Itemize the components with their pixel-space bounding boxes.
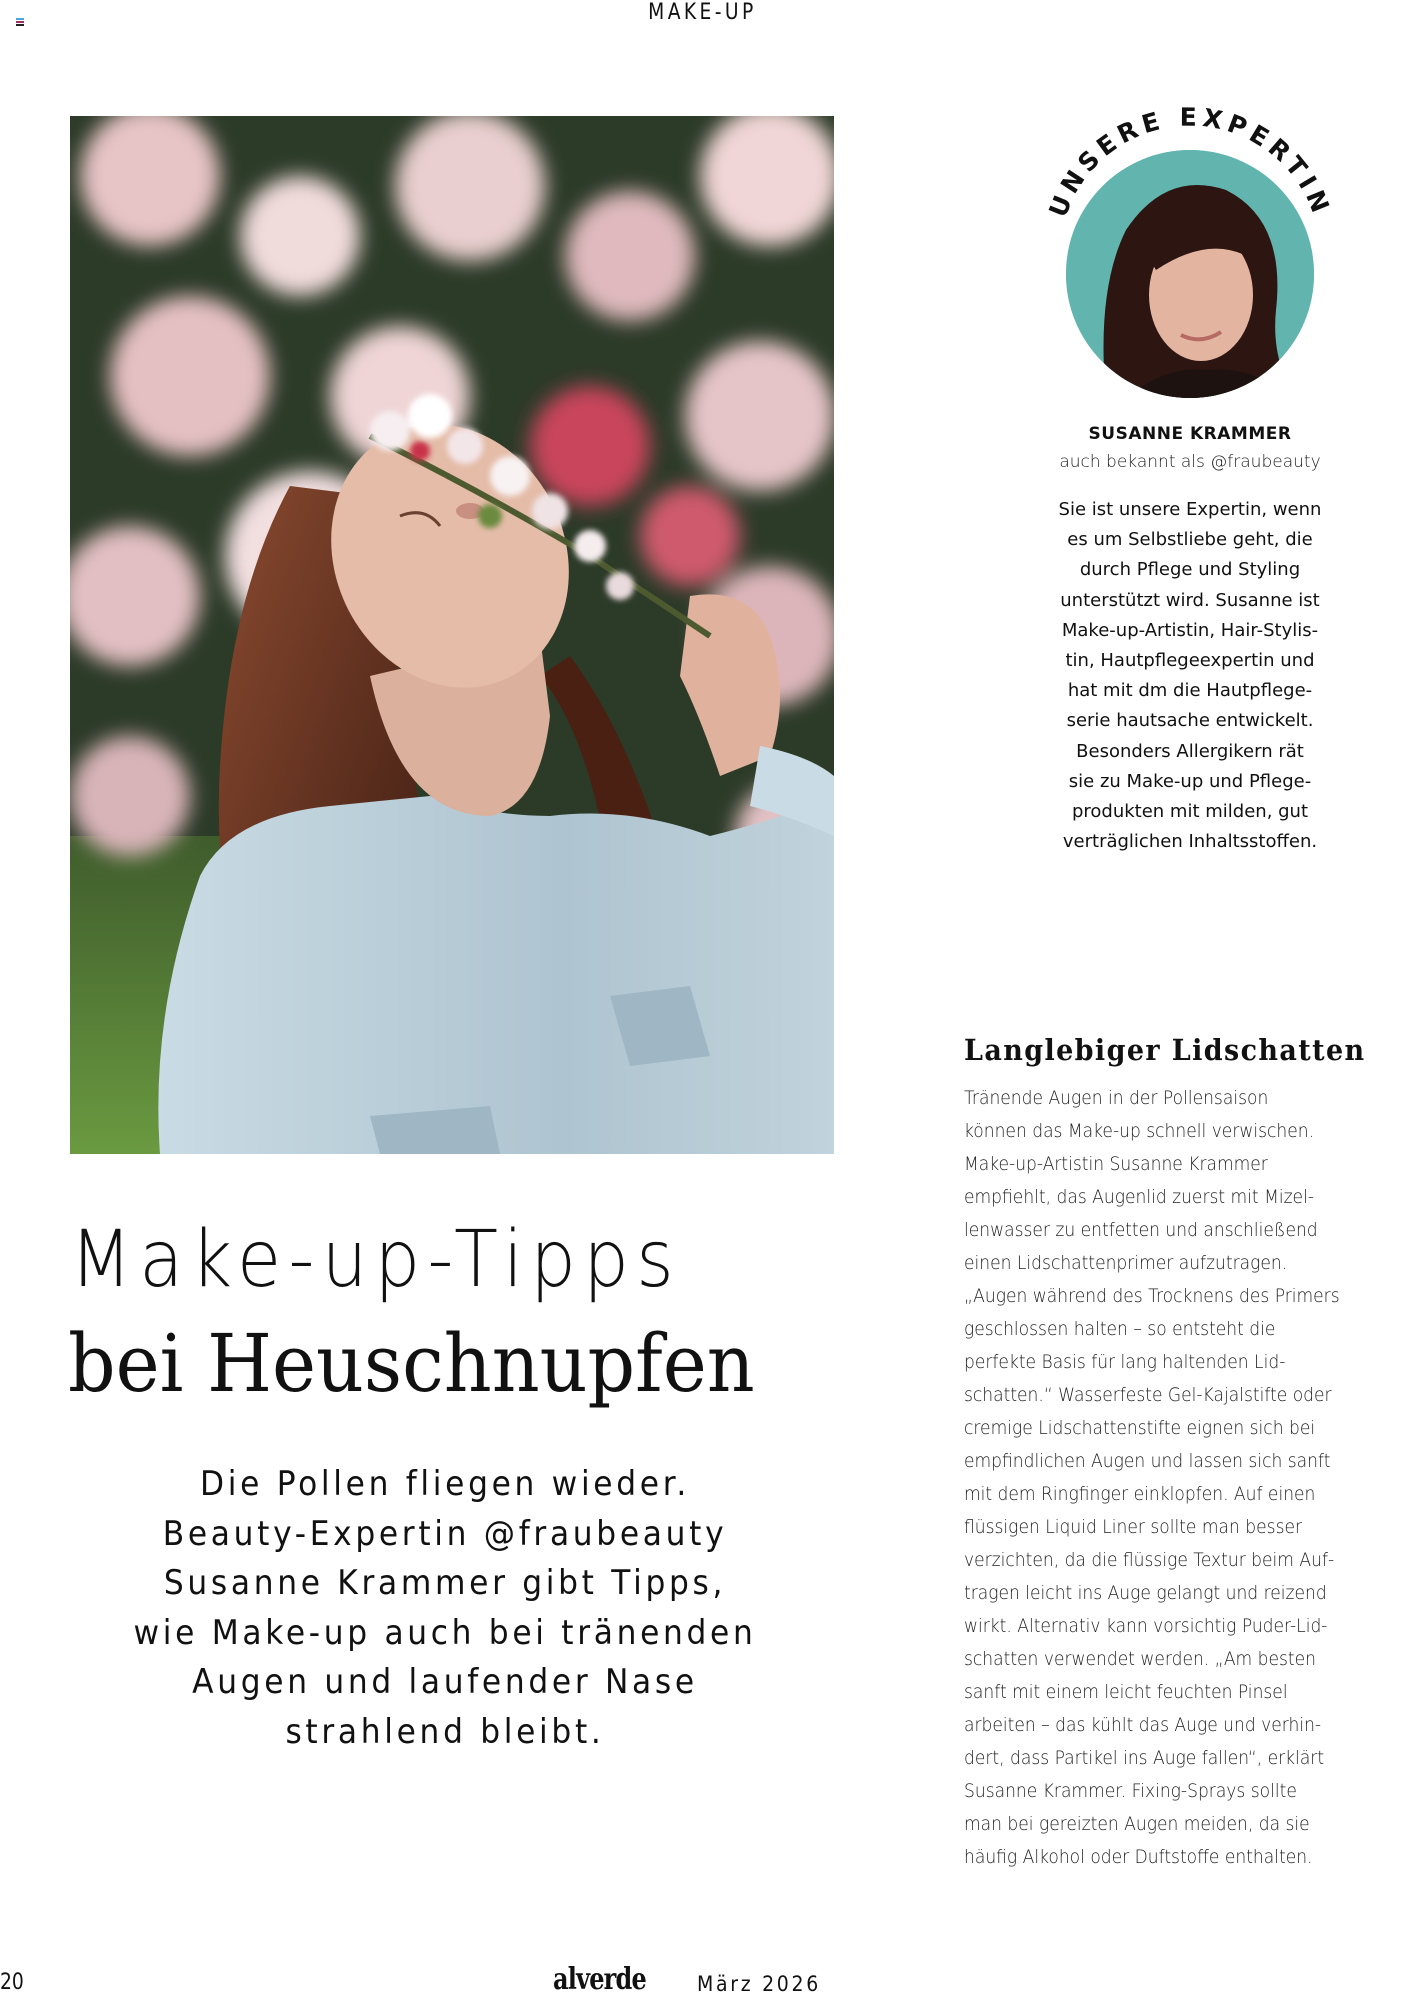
article-line: „Augen während des Trocknens des Primers <box>964 1285 1340 1307</box>
lead-paragraph <box>60 1460 830 1757</box>
lead-line: Augen und laufender Nase <box>192 1662 698 1702</box>
article-line: tragen leicht ins Auge gelangt und reizend <box>964 1582 1327 1604</box>
article-line: empfiehlt, das Augenlid zuerst mit Mizel- <box>964 1186 1315 1208</box>
lead-line: Beauty-Expertin @fraubeauty <box>162 1513 728 1554</box>
article-line: einen Lidschattenprimer aufzutragen. <box>964 1252 1288 1274</box>
expert-bio-line: verträglichen Inhaltsstoffen. <box>1062 831 1318 853</box>
lead-line: strahlend bleibt. <box>285 1711 605 1752</box>
article-body <box>964 1082 1404 1874</box>
article-line: geschlossen halten – so entsteht die <box>964 1318 1276 1340</box>
article-line: cremige Lidschattenstifte eignen sich bei <box>964 1417 1316 1439</box>
expert-bio-line: es um Selbstliebe geht, die <box>1067 529 1313 551</box>
headline-line-1: Make-up-Tipps <box>70 1215 682 1305</box>
article-line: mit dem Ringfinger einklopfen. Auf einen <box>964 1483 1316 1505</box>
article-line: man bei gereizten Augen meiden, da sie <box>964 1813 1310 1835</box>
issue-date: März 2026 <box>697 1972 821 1996</box>
article-line: perfekte Basis für lang haltenden Lid- <box>964 1351 1286 1373</box>
expert-avatar-image <box>1066 150 1314 398</box>
brand-logo: alverde <box>553 1962 646 1997</box>
article-line: dert, dass Partikel ins Auge fallen“, erklärt <box>964 1747 1325 1769</box>
expert-bio-line: produkten mit milden, gut <box>1071 801 1309 823</box>
expert-portrait <box>1066 150 1314 398</box>
expert-bio-line: hat mit dm die Hautpflege- <box>1067 680 1313 702</box>
expert-badge-label: UNSERE EXPERTIN <box>1043 105 1337 222</box>
article-title: Langlebiger Lidschatten <box>964 1033 1366 1067</box>
hero-photo <box>70 116 834 1154</box>
expert-bio-line: Make-up-Artistin, Hair-Stylis- <box>1061 619 1319 641</box>
expert-handle: auch bekannt als @fraubeauty <box>1059 452 1321 472</box>
expert-bio <box>1020 495 1360 857</box>
headline-line-2: bei Heuschnupfen <box>68 1317 755 1410</box>
expert-bio-line: sie zu Make-up und Pflege- <box>1068 770 1312 792</box>
section-header: MAKE-UP <box>648 0 757 25</box>
expert-bio-line: tin, Hautpflegeexpertin und <box>1065 650 1315 672</box>
article-line: häufig Alkohol oder Duftstoffe enthalten. <box>964 1846 1313 1868</box>
article-line: Make-up-Artistin Susanne Krammer <box>964 1153 1268 1175</box>
expert-bio-line: serie hautsache entwickelt. <box>1066 710 1314 732</box>
article-line: wirkt. Alternativ kann vorsichtig Puder-Lid- <box>964 1615 1328 1637</box>
article-line: empfindlichen Augen und lassen sich sanft <box>964 1450 1331 1472</box>
expert-bio-line: unterstützt wird. Susanne ist <box>1060 589 1320 611</box>
print-color-mark <box>16 18 24 27</box>
article-line: Susanne Krammer. Fixing-Sprays sollte <box>964 1780 1297 1802</box>
expert-bio-line: Besonders Allergikern rät <box>1076 740 1304 762</box>
article-line: lenwasser zu entfetten und anschließend <box>964 1219 1318 1241</box>
article-line: flüssigen Liquid Liner sollte man besser <box>964 1516 1303 1538</box>
lead-line: Susanne Krammer gibt Tipps, <box>163 1563 727 1603</box>
expert-bio-line: Sie ist unsere Expertin, wenn <box>1058 499 1322 520</box>
article-line: können das Make-up schnell verwischen. <box>964 1120 1315 1142</box>
expert-bio-line: durch Pflege und Styling <box>1079 559 1301 581</box>
article-line: verzichten, da die flüssige Textur beim Auf- <box>964 1549 1335 1571</box>
lead-line: Die Pollen fliegen wieder. <box>200 1464 690 1504</box>
article-line: Tränende Augen in der Pollensaison <box>964 1087 1269 1109</box>
woman-with-blossoms-image <box>70 116 834 1154</box>
article-line: sanft mit einem leicht feuchten Pinsel <box>964 1681 1288 1703</box>
article-line: schatten verwendet werden. „Am besten <box>964 1648 1316 1670</box>
article-line: arbeiten – das kühlt das Auge und verhin- <box>964 1714 1322 1736</box>
page-number: 20 <box>0 1970 24 1995</box>
lead-line: wie Make-up auch bei tränenden <box>133 1612 757 1653</box>
expert-name: SUSANNE KRAMMER <box>1088 424 1292 444</box>
article-line: schatten.“ Wasserfeste Gel-Kajalstifte oder <box>964 1384 1332 1406</box>
